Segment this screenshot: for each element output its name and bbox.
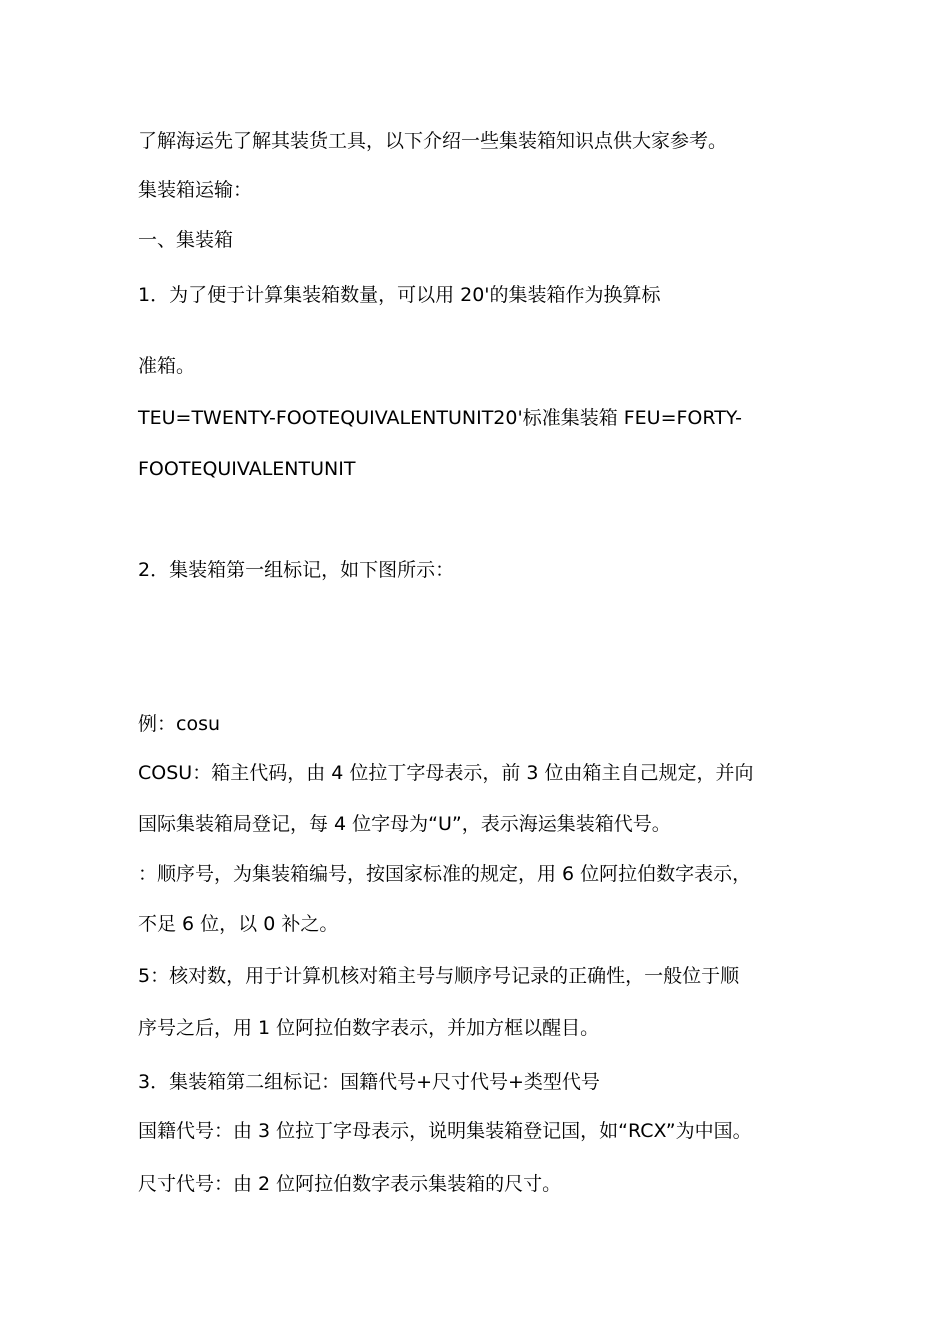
item-1-line-1: 1．为了便于计算集装箱数量，可以用 20'的集装箱作为换算标 xyxy=(138,284,661,306)
country-code-line: 国籍代号：由 3 位拉丁字母表示，说明集装箱登记国，如“RCX”为中国。 xyxy=(138,1120,752,1142)
item-2-heading: 2．集装箱第一组标记，如下图所示： xyxy=(138,559,455,581)
teu-feu-line-2: FOOTEQUIVALENTUNIT xyxy=(138,458,356,480)
owner-code-line-2: 国际集装箱局登记，每 4 位字母为“U”，表示海运集装箱代号。 xyxy=(138,813,671,835)
serial-number-line-2: 不足 6 位，以 0 补之。 xyxy=(138,913,339,935)
check-digit-line-2: 序号之后，用 1 位阿拉伯数字表示，并加方框以醒目。 xyxy=(138,1017,600,1039)
size-code-line: 尺寸代号：由 2 位阿拉伯数字表示集装箱的尺寸。 xyxy=(138,1173,562,1195)
section-heading-container-transport: 集装箱运输： xyxy=(138,179,253,201)
intro-paragraph: 了解海运先了解其装货工具，以下介绍一些集装箱知识点供大家参考。 xyxy=(138,130,728,152)
section-heading-container: 一、集装箱 xyxy=(138,229,234,251)
check-digit-line-1: 5：核对数，用于计算机核对箱主号与顺序号记录的正确性，一般位于顺 xyxy=(138,965,740,987)
owner-code-line-1: COSU：箱主代码，由 4 位拉丁字母表示，前 3 位由箱主自己规定，并向 xyxy=(138,762,754,784)
item-3-heading: 3．集装箱第二组标记：国籍代号+尺寸代号+类型代号 xyxy=(138,1071,600,1093)
teu-feu-line-1: TEU=TWENTY-FOOTEQUIVALENTUNIT20'标准集装箱 FEU=FORTY- xyxy=(138,407,743,429)
example-line: 例：cosu xyxy=(138,713,221,735)
item-1-line-2: 准箱。 xyxy=(138,355,196,377)
serial-number-line-1: ：顺序号，为集装箱编号，按国家标准的规定，用 6 位阿拉伯数字表示， xyxy=(138,863,752,885)
